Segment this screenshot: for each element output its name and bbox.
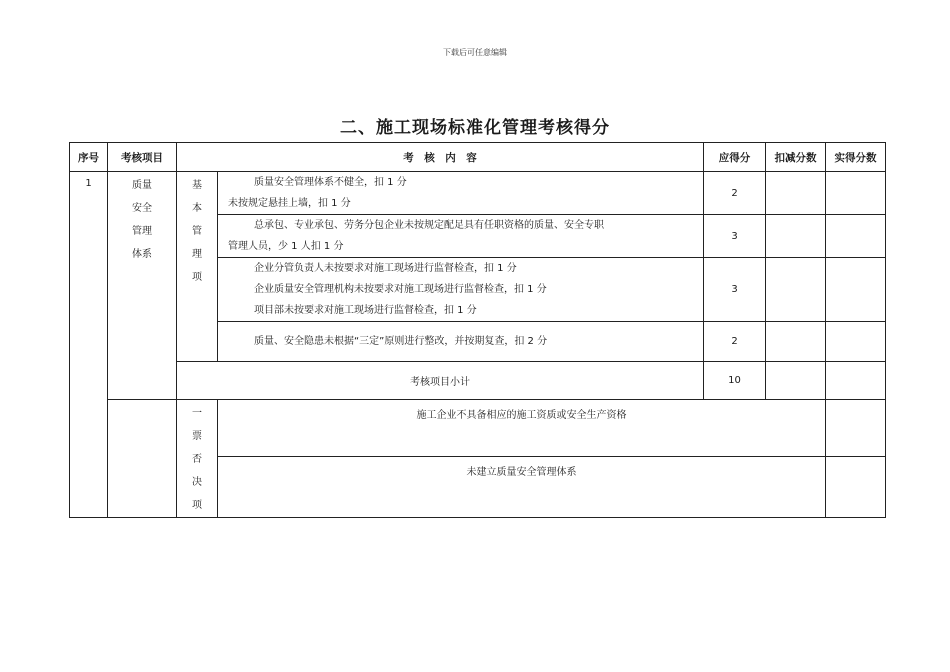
seq-cell: 1 bbox=[70, 172, 108, 518]
score-cell: 2 bbox=[704, 172, 766, 215]
actual-cell[interactable] bbox=[826, 215, 886, 258]
header-content: 考 核 内 容 bbox=[177, 143, 704, 172]
subtotal-actual-cell[interactable] bbox=[826, 362, 886, 400]
header-row bbox=[70, 143, 886, 172]
score-cell: 2 bbox=[704, 322, 766, 362]
veto-item-2: 未建立质量安全管理体系 bbox=[218, 456, 826, 517]
actual-cell[interactable] bbox=[826, 258, 886, 322]
item-cell: 质量 安全 管理 体系 bbox=[108, 172, 177, 400]
veto-blank-cell bbox=[108, 400, 177, 518]
table-row bbox=[70, 172, 886, 215]
basic-content-1: 质量安全管理体系不健全，扣 1 分 未按规定悬挂上墙，扣 1 分 bbox=[218, 172, 704, 215]
score-table bbox=[69, 142, 886, 518]
score-cell: 3 bbox=[704, 258, 766, 322]
deduct-cell[interactable] bbox=[766, 322, 826, 362]
subtotal-score: 10 bbox=[704, 362, 766, 400]
subtotal-label: 考核项目小计 bbox=[177, 362, 704, 400]
basic-content-4: 质量、安全隐患未根据“三定”原则进行整改，并按期复查，扣 2 分 bbox=[218, 322, 704, 362]
score-cell: 3 bbox=[704, 215, 766, 258]
basic-content-2: 总承包、专业承包、劳务分包企业未按规定配足具有任职资格的质量、安全专职 管理人员，少 1 人扣 1 分 bbox=[218, 215, 704, 258]
deduct-cell[interactable] bbox=[766, 215, 826, 258]
veto-result-cell[interactable] bbox=[826, 400, 886, 457]
deduct-cell[interactable] bbox=[766, 258, 826, 322]
veto-row bbox=[70, 400, 886, 457]
header-item: 考核项目 bbox=[108, 143, 177, 172]
header-score: 应得分 bbox=[704, 143, 766, 172]
basic-content-3: 企业分管负责人未按要求对施工现场进行监督检查，扣 1 分 企业质量安全管理机构未按要求对施工现场进行监督检查，扣 1 分 项目部未按要求对施工现场进行监督检查，扣 1 分 bbox=[218, 258, 704, 322]
subtotal-deduct-cell[interactable] bbox=[766, 362, 826, 400]
header-actual: 实得分数 bbox=[826, 143, 886, 172]
subtotal-row bbox=[70, 362, 886, 400]
page-title: 二、施工现场标准化管理考核得分 bbox=[340, 118, 610, 138]
veto-item-1: 施工企业不具备相应的施工资质或安全生产资格 bbox=[218, 400, 826, 457]
header-deduct: 扣减分数 bbox=[766, 143, 826, 172]
veto-result-cell[interactable] bbox=[826, 456, 886, 517]
basic-category-cell: 基 本 管 理 项 bbox=[177, 172, 218, 362]
actual-cell[interactable] bbox=[826, 172, 886, 215]
actual-cell[interactable] bbox=[826, 322, 886, 362]
veto-category-cell: 一 票 否 决 项 bbox=[177, 400, 218, 518]
deduct-cell[interactable] bbox=[766, 172, 826, 215]
header-note: 下载后可任意编辑 bbox=[443, 48, 507, 57]
header-seq: 序号 bbox=[70, 143, 108, 172]
